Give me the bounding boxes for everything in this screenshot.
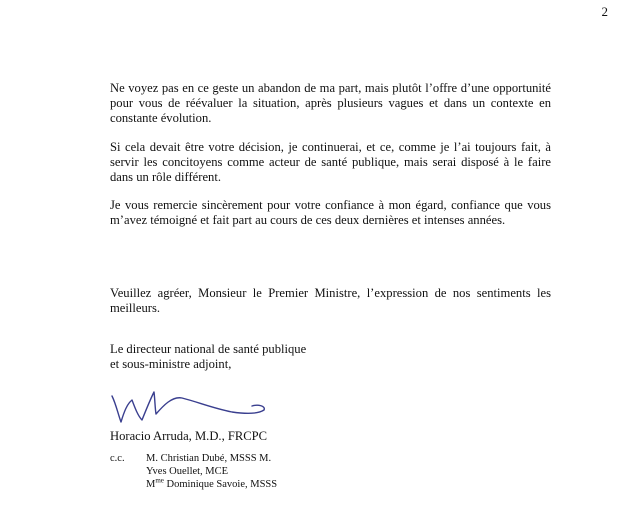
paragraph-closing: Veuillez agréer, Monsieur le Premier Ministre, l’expression de nos sentiments les meilleurs. bbox=[110, 286, 551, 315]
paragraph-thanks: Je vous remercie sincèrement pour votre confiance à mon égard, confiance que vous m’avez témoigné et fait part au cours de ces deux dernières et intenses années. bbox=[110, 198, 551, 227]
cc-recipient: Yves Ouellet, MCE bbox=[146, 466, 229, 477]
handwritten-signature bbox=[108, 382, 278, 430]
cc-recipient: M. Christian Dubé, MSSS M. bbox=[146, 453, 272, 464]
cc-label: c.c. bbox=[110, 453, 125, 464]
paragraph-offer: Ne voyez pas en ce geste un abandon de ma part, mais plutôt l’offre d’une opportunité pour vous de réévaluer la situation, après plusieurs vagues et dans un contexte en constante évolution. bbox=[110, 81, 551, 125]
page-number: 2 bbox=[601, 4, 608, 19]
cc-recipient-title-superscript: me bbox=[155, 476, 164, 485]
cc-recipient-title: M bbox=[146, 479, 156, 490]
paragraph-decision: Si cela devait être votre décision, je continuerai, et ce, comme je l’ai toujours fait, à servir les concitoyens comme acteur de santé publique, mais serai disposé à le faire dans un rôle différent. bbox=[110, 140, 551, 184]
cc-recipient bbox=[146, 478, 277, 491]
signatory-title-line-2: et sous-ministre adjoint, bbox=[110, 357, 232, 371]
signatory-title-line-1: Le directeur national de santé publique bbox=[110, 342, 307, 356]
signatory-title bbox=[110, 342, 306, 372]
signatory-name: Horacio Arruda, M.D., FRCPC bbox=[110, 429, 268, 443]
cc-recipients bbox=[146, 452, 277, 491]
cc-recipient-name: Dominique Savoie, MSSS bbox=[163, 479, 278, 490]
